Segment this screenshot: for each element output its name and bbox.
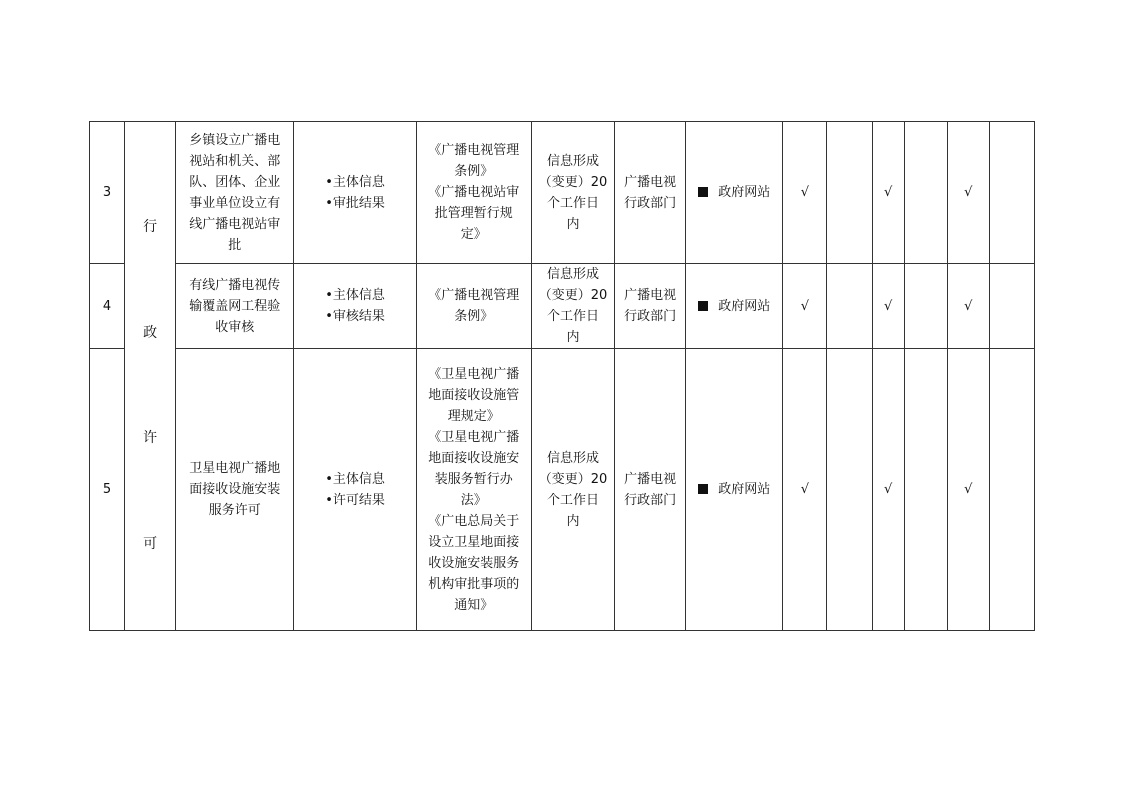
subject-line: 广播电视: [624, 288, 677, 303]
square-bullet-icon: [698, 301, 708, 311]
item-line: 输覆盖网工程验: [189, 298, 281, 314]
basis-line: 批管理暂行规: [434, 206, 513, 221]
check-mark: √: [947, 264, 989, 349]
basis-line: 条例》: [454, 309, 494, 324]
check-mark: √: [947, 122, 989, 264]
basis-line: 地面接收设施安: [428, 450, 520, 466]
basis-line: 设立卫星地面接: [428, 534, 520, 550]
basis-cell: [416, 264, 531, 349]
basis-line: 《广电总局关于: [428, 513, 520, 529]
empty-cell: [827, 349, 872, 631]
item-line: 线广播电视站审: [189, 216, 281, 232]
channel-label: 政府网站: [718, 185, 771, 200]
empty-cell: [904, 349, 947, 631]
time-line: 信息形成: [546, 267, 599, 282]
check-mark: √: [783, 264, 827, 349]
empty-cell: [827, 122, 872, 264]
check-mark: √: [872, 122, 904, 264]
time-line: 个工作日: [546, 195, 599, 211]
disclosure-table: [89, 121, 1035, 631]
empty-cell: [827, 264, 872, 349]
square-bullet-icon: [698, 484, 708, 494]
channel-cell: [686, 122, 783, 264]
subject-line: 行政部门: [624, 309, 677, 324]
row-number: 3: [90, 122, 125, 264]
time-line: 个工作日: [546, 492, 599, 508]
check-mark: √: [947, 349, 989, 631]
item-line: 收审核: [215, 319, 255, 335]
content-bullet: •主体信息: [325, 288, 385, 303]
channel-cell: [686, 349, 783, 631]
time-line: 内: [566, 216, 580, 232]
subject-line: 行政部门: [624, 195, 677, 211]
time-line: 内: [566, 513, 580, 529]
item-line: 服务许可: [208, 503, 261, 518]
subject-cell: [615, 349, 686, 631]
subject-line: 广播电视: [624, 471, 677, 487]
time-line: 信息形成: [546, 153, 599, 169]
subject-cell: [615, 264, 686, 349]
basis-line: 装服务暂行办: [434, 471, 513, 487]
item-line: 队、团体、企业: [189, 174, 281, 190]
time-line: （变更）20: [538, 174, 608, 190]
basis-line: 理规定》: [447, 408, 500, 424]
row-number: 4: [90, 264, 125, 349]
check-mark: √: [783, 349, 827, 631]
time-cell: [531, 349, 614, 631]
item-cell: [176, 264, 294, 349]
basis-line: 条例》: [454, 164, 494, 179]
content-bullet: •许可结果: [325, 492, 385, 508]
item-line: 批: [228, 237, 242, 253]
table-row: [90, 349, 1035, 631]
empty-cell: [989, 349, 1034, 631]
content-bullet: •主体信息: [325, 174, 385, 190]
basis-line: 《卫星电视广播: [428, 429, 520, 445]
content-cell: [294, 122, 416, 264]
basis-cell: [416, 349, 531, 631]
content-bullet: •审批结果: [325, 195, 385, 211]
item-line: 视站和机关、部: [189, 153, 281, 169]
channel-label: 政府网站: [718, 298, 771, 314]
subject-line: 行政部门: [624, 492, 677, 508]
category-char: 政: [143, 324, 158, 341]
time-line: 个工作日: [546, 309, 599, 324]
basis-line: 收设施安装服务: [428, 555, 520, 571]
channel-label: 政府网站: [718, 482, 771, 497]
category-char: 可: [143, 535, 158, 552]
content-bullet: •审核结果: [325, 309, 385, 324]
basis-line: 法》: [460, 492, 487, 508]
category-cell: [125, 122, 176, 631]
channel-cell: [686, 264, 783, 349]
basis-line: 《卫星电视广播: [428, 366, 520, 382]
item-line: 事业单位设立有: [189, 195, 281, 211]
time-line: （变更）20: [538, 471, 608, 487]
subject-cell: [615, 122, 686, 264]
time-line: （变更）20: [538, 288, 608, 303]
basis-line: 定》: [460, 227, 487, 242]
basis-line: 地面接收设施管: [428, 387, 520, 403]
item-cell: [176, 349, 294, 631]
basis-line: 《广播电视站审: [428, 185, 520, 200]
item-line: 卫星电视广播地: [189, 461, 281, 476]
empty-cell: [904, 122, 947, 264]
content-cell: [294, 349, 416, 631]
empty-cell: [989, 264, 1034, 349]
check-mark: √: [872, 349, 904, 631]
check-mark: √: [872, 264, 904, 349]
item-line: 面接收设施安装: [189, 482, 281, 497]
basis-line: 通知》: [454, 597, 494, 613]
time-cell: [531, 264, 614, 349]
check-mark: √: [783, 122, 827, 264]
row-number: 5: [90, 349, 125, 631]
item-line: 乡镇设立广播电: [189, 132, 281, 148]
square-bullet-icon: [698, 187, 708, 197]
category-char: 行: [143, 219, 158, 235]
table-row: [90, 122, 1035, 264]
category-char: 许: [143, 430, 158, 447]
item-cell: [176, 122, 294, 264]
basis-line: 《广播电视管理: [428, 143, 520, 158]
content-bullet: •主体信息: [325, 471, 385, 487]
empty-cell: [989, 122, 1034, 264]
time-line: 信息形成: [546, 450, 599, 466]
basis-cell: [416, 122, 531, 264]
basis-line: 机构审批事项的: [428, 576, 520, 592]
empty-cell: [904, 264, 947, 349]
table-row: [90, 264, 1035, 349]
basis-line: 《广播电视管理: [428, 288, 520, 303]
time-line: 内: [566, 330, 580, 345]
content-cell: [294, 264, 416, 349]
subject-line: 广播电视: [624, 174, 677, 190]
item-line: 有线广播电视传: [189, 277, 281, 293]
time-cell: [531, 122, 614, 264]
